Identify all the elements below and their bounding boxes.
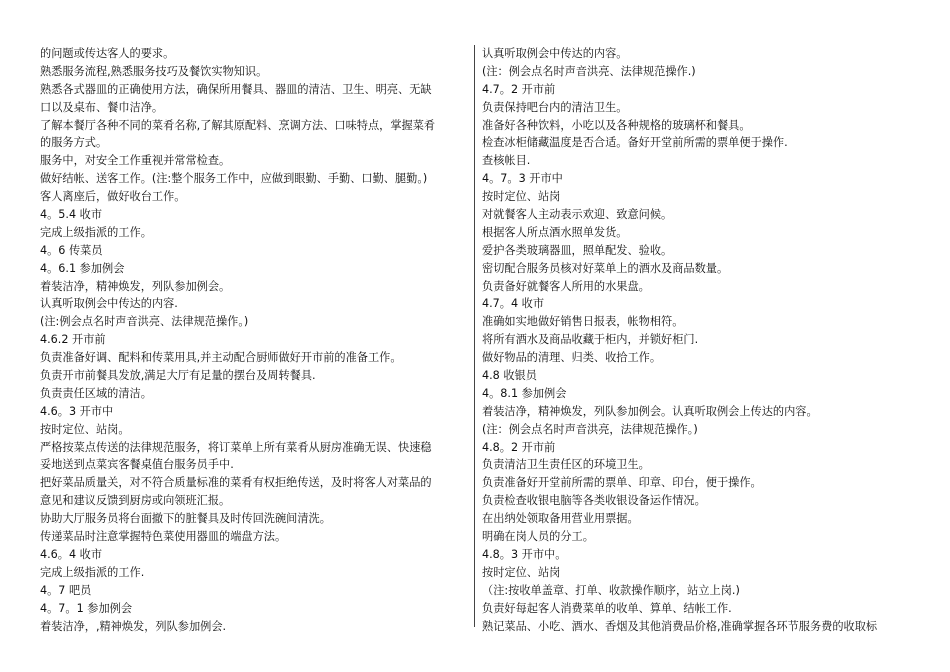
- text-line: 4。7。3 开市中: [482, 172, 563, 186]
- text-line: 明确在岗人员的分工。: [482, 530, 594, 544]
- text-line: 4.7。2 开市前: [482, 82, 556, 96]
- text-line: 负责准备好开堂前所需的票单、印章、印台，便于操作。: [482, 476, 762, 490]
- text-line: 客人离座后，做好收台工作。: [40, 190, 186, 204]
- text-line: 负责好每起客人消费菜单的收单、算单、结帐工作.: [482, 601, 732, 615]
- text-line: 妥地送到点菜宾客餐桌值台服务员手中.: [40, 458, 234, 472]
- text-line: 认真听取例会中传达的内容.: [40, 297, 178, 311]
- text-line: (注：例会点名时声音洪亮、法律规范操作.): [482, 64, 696, 78]
- text-line: 准确如实地做好销售日报表，帐物相符。: [482, 315, 684, 329]
- text-line: 口以及桌布、餐巾洁净。: [40, 100, 164, 114]
- text-line: 负责检查收银电脑等各类收银设备运作情况。: [482, 494, 706, 508]
- text-line: 4。7 吧员: [40, 583, 92, 597]
- text-line: 熟悉各式器皿的正确使用方法，确保所用餐具、器皿的清洁、卫生、明亮、无缺: [40, 82, 432, 96]
- text-line: 检查冰柜储藏温度是否合适。备好开堂前所需的票单便于操作.: [482, 136, 788, 150]
- text-line: 4.8 收银员: [482, 369, 537, 383]
- text-line: 4.6.2 开市前: [40, 333, 106, 347]
- text-line: 熟悉服务流程,熟悉服务技巧及餐饮实物知识。: [40, 64, 268, 78]
- text-line: 准备好各种饮料，小吃以及各种规格的玻璃杯和餐具。: [482, 118, 751, 132]
- text-line: 4。6.1 参加例会: [40, 261, 125, 275]
- text-line: (注:例会点名时声音洪亮、法律规范操作。): [40, 315, 249, 329]
- text-line: 对就餐客人主动表示欢迎、致意问候。: [482, 208, 673, 222]
- text-line: 的服务方式。: [40, 136, 108, 150]
- text-line: 密切配合服务员核对好菜单上的酒水及商品数量。: [482, 261, 729, 275]
- text-line: 协助大厅服务员将台面撤下的脏餐具及时传回洗碗间清洗。: [40, 512, 331, 526]
- text-line: 4.6。3 开市中: [40, 404, 114, 418]
- text-line: 认真听取例会中传达的内容。: [482, 47, 628, 60]
- text-line: 4.8。2 开市前: [482, 440, 556, 454]
- text-line: 将所有酒水及商品收藏于柜内，并锁好柜门.: [482, 333, 699, 347]
- text-line: 负责准备好调、配料和传菜用具,并主动配合厨师做好开市前的准备工作。: [40, 351, 402, 365]
- text-line: 了解本餐厅各种不同的菜肴名称,了解其原配料、烹调方法、口味特点，掌握菜肴: [40, 118, 436, 132]
- text-line: 服务中，对安全工作重视并常常检查。: [40, 154, 231, 168]
- text-line: 着装洁净，精神焕发，列队参加例会。: [40, 279, 231, 293]
- text-line: 按时定位、站岗: [482, 190, 561, 204]
- text-line: 4.7。4 收市: [482, 297, 545, 311]
- right-text-column: [482, 45, 922, 635]
- text-line: 负责备好就餐客人所用的水果盘。: [482, 279, 650, 293]
- text-line: 负责开市前餐具发放,满足大厅有足量的摆台及周转餐具.: [40, 369, 316, 383]
- text-line: 负责保持吧台内的清洁卫生。: [482, 100, 628, 114]
- column-divider: [474, 45, 475, 627]
- text-line: 按时定位、站岗: [482, 565, 561, 579]
- text-line: 4.6。4 收市: [40, 547, 103, 561]
- text-line: （注:按收单盖章、打单、收款操作顺序，站立上岗.): [482, 583, 740, 597]
- text-line: 负责清洁卫生责任区的环境卫生。: [482, 458, 650, 472]
- text-line: 传递菜品时注意掌握特色菜使用器皿的端盘方法。: [40, 530, 287, 544]
- text-line: 4。7。1 参加例会: [40, 601, 133, 615]
- text-line: 查核帐目.: [482, 154, 531, 168]
- text-line: 负责责任区域的清洁。: [40, 386, 152, 400]
- text-line: 着装洁净，,精神焕发，列队参加例会.: [40, 619, 227, 633]
- text-line: 爱护各类玻璃器皿，照单配发、验收。: [482, 243, 673, 257]
- text-line: 意见和建议反馈到厨房或向领班汇报。: [40, 494, 231, 508]
- text-line: 做好结帐、送客工作。(注:整个服务工作中，应做到眼勤、手勤、口勤、腿勤。): [40, 172, 428, 186]
- text-line: 4。5.4 收市: [40, 208, 103, 222]
- text-line: 完成上级指派的工作。: [40, 225, 152, 239]
- text-line: 4。6 传菜员: [40, 243, 103, 257]
- text-line: 着装洁净，精神焕发，列队参加例会。认真听取例会上传达的内容。: [482, 404, 818, 418]
- text-line: 熟记菜品、小吃、酒水、香烟及其他消费品价格,准确掌握各环节服务费的收取标: [482, 619, 878, 633]
- text-line: 严格按菜点传送的法律规范服务，将订菜单上所有菜肴从厨房准确无误、快速稳: [40, 440, 432, 454]
- text-line: 完成上级指派的工作.: [40, 565, 145, 579]
- text-line: 做好物品的清理、归类、收拾工作。: [482, 351, 662, 365]
- text-line: 4.8。3 开市中。: [482, 547, 567, 561]
- text-line: 按时定位、站岗。: [40, 422, 130, 436]
- text-line: 把好菜品质量关，对不符合质量标准的菜肴有权拒绝传送，及时将客人对菜品的: [40, 476, 432, 490]
- text-line: 4。8.1 参加例会: [482, 386, 567, 400]
- text-line: 根据客人所点酒水照单发货。: [482, 225, 628, 239]
- text-line: (注：例会点名时声音洪亮，法律规范操作。): [482, 422, 698, 436]
- text-line: 的问题或传达客人的要求。: [40, 47, 175, 60]
- text-line: 在出纳处领取备用营业用票据。: [482, 512, 639, 526]
- left-text-column: [40, 45, 468, 635]
